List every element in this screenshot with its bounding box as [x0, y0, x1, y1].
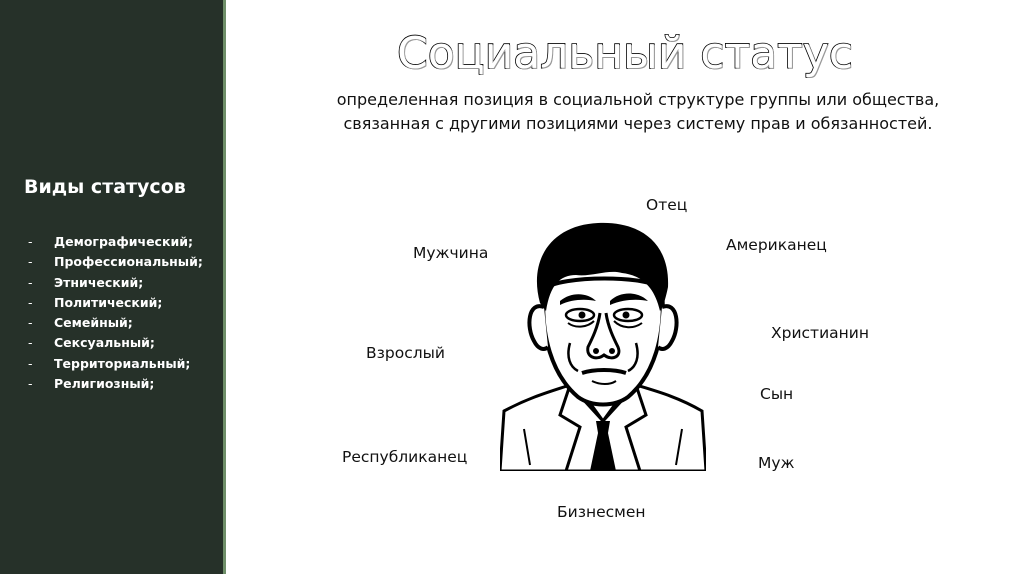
list-item-label: Религиозный; [54, 376, 155, 392]
status-types-list [28, 232, 203, 394]
man-portrait-illustration [500, 215, 706, 471]
list-item-label: Семейный; [54, 315, 133, 331]
list-item [28, 293, 203, 313]
list-item [28, 313, 203, 333]
list-item [28, 354, 203, 374]
list-dash: - [28, 335, 33, 351]
list-dash: - [28, 234, 33, 249]
page-title: Социальный статус [397, 28, 853, 79]
status-christian: Христианин [771, 324, 869, 342]
list-item [28, 273, 203, 293]
sidebar [0, 0, 226, 574]
list-item-label: Территориальный; [54, 355, 191, 371]
sidebar-title: Виды статусов [24, 176, 186, 198]
list-dash: - [28, 274, 33, 290]
list-item [28, 232, 203, 252]
list-item-label: Профессиональный; [54, 254, 203, 270]
status-man: Мужчина [413, 244, 489, 262]
list-dash: - [28, 355, 33, 371]
list-item-label: Этнический; [54, 274, 144, 290]
list-item-label: Политический; [54, 294, 163, 310]
status-son: Сын [760, 385, 794, 403]
list-dash: - [28, 254, 33, 270]
status-american: Американец [726, 236, 827, 254]
status-father: Отец [646, 196, 688, 214]
list-dash: - [28, 376, 33, 392]
list-item [28, 333, 203, 353]
status-republican: Республиканец [342, 448, 468, 466]
list-item-label: Демографический; [54, 234, 193, 249]
status-adult: Взрослый [366, 344, 445, 362]
list-dash: - [28, 315, 33, 331]
definition-text [208, 88, 1024, 136]
list-item-label: Сексуальный; [54, 335, 155, 351]
definition-line-1: определенная позиция в социальной структуре группы или общества, [336, 90, 940, 109]
list-item [28, 252, 203, 272]
status-businessman: Бизнесмен [557, 503, 646, 521]
list-item [28, 374, 203, 394]
status-husband: Муж [758, 454, 795, 472]
list-dash: - [28, 294, 33, 310]
definition-line-2: связанная с другими позициями через систему прав и обязанностей. [343, 114, 933, 133]
